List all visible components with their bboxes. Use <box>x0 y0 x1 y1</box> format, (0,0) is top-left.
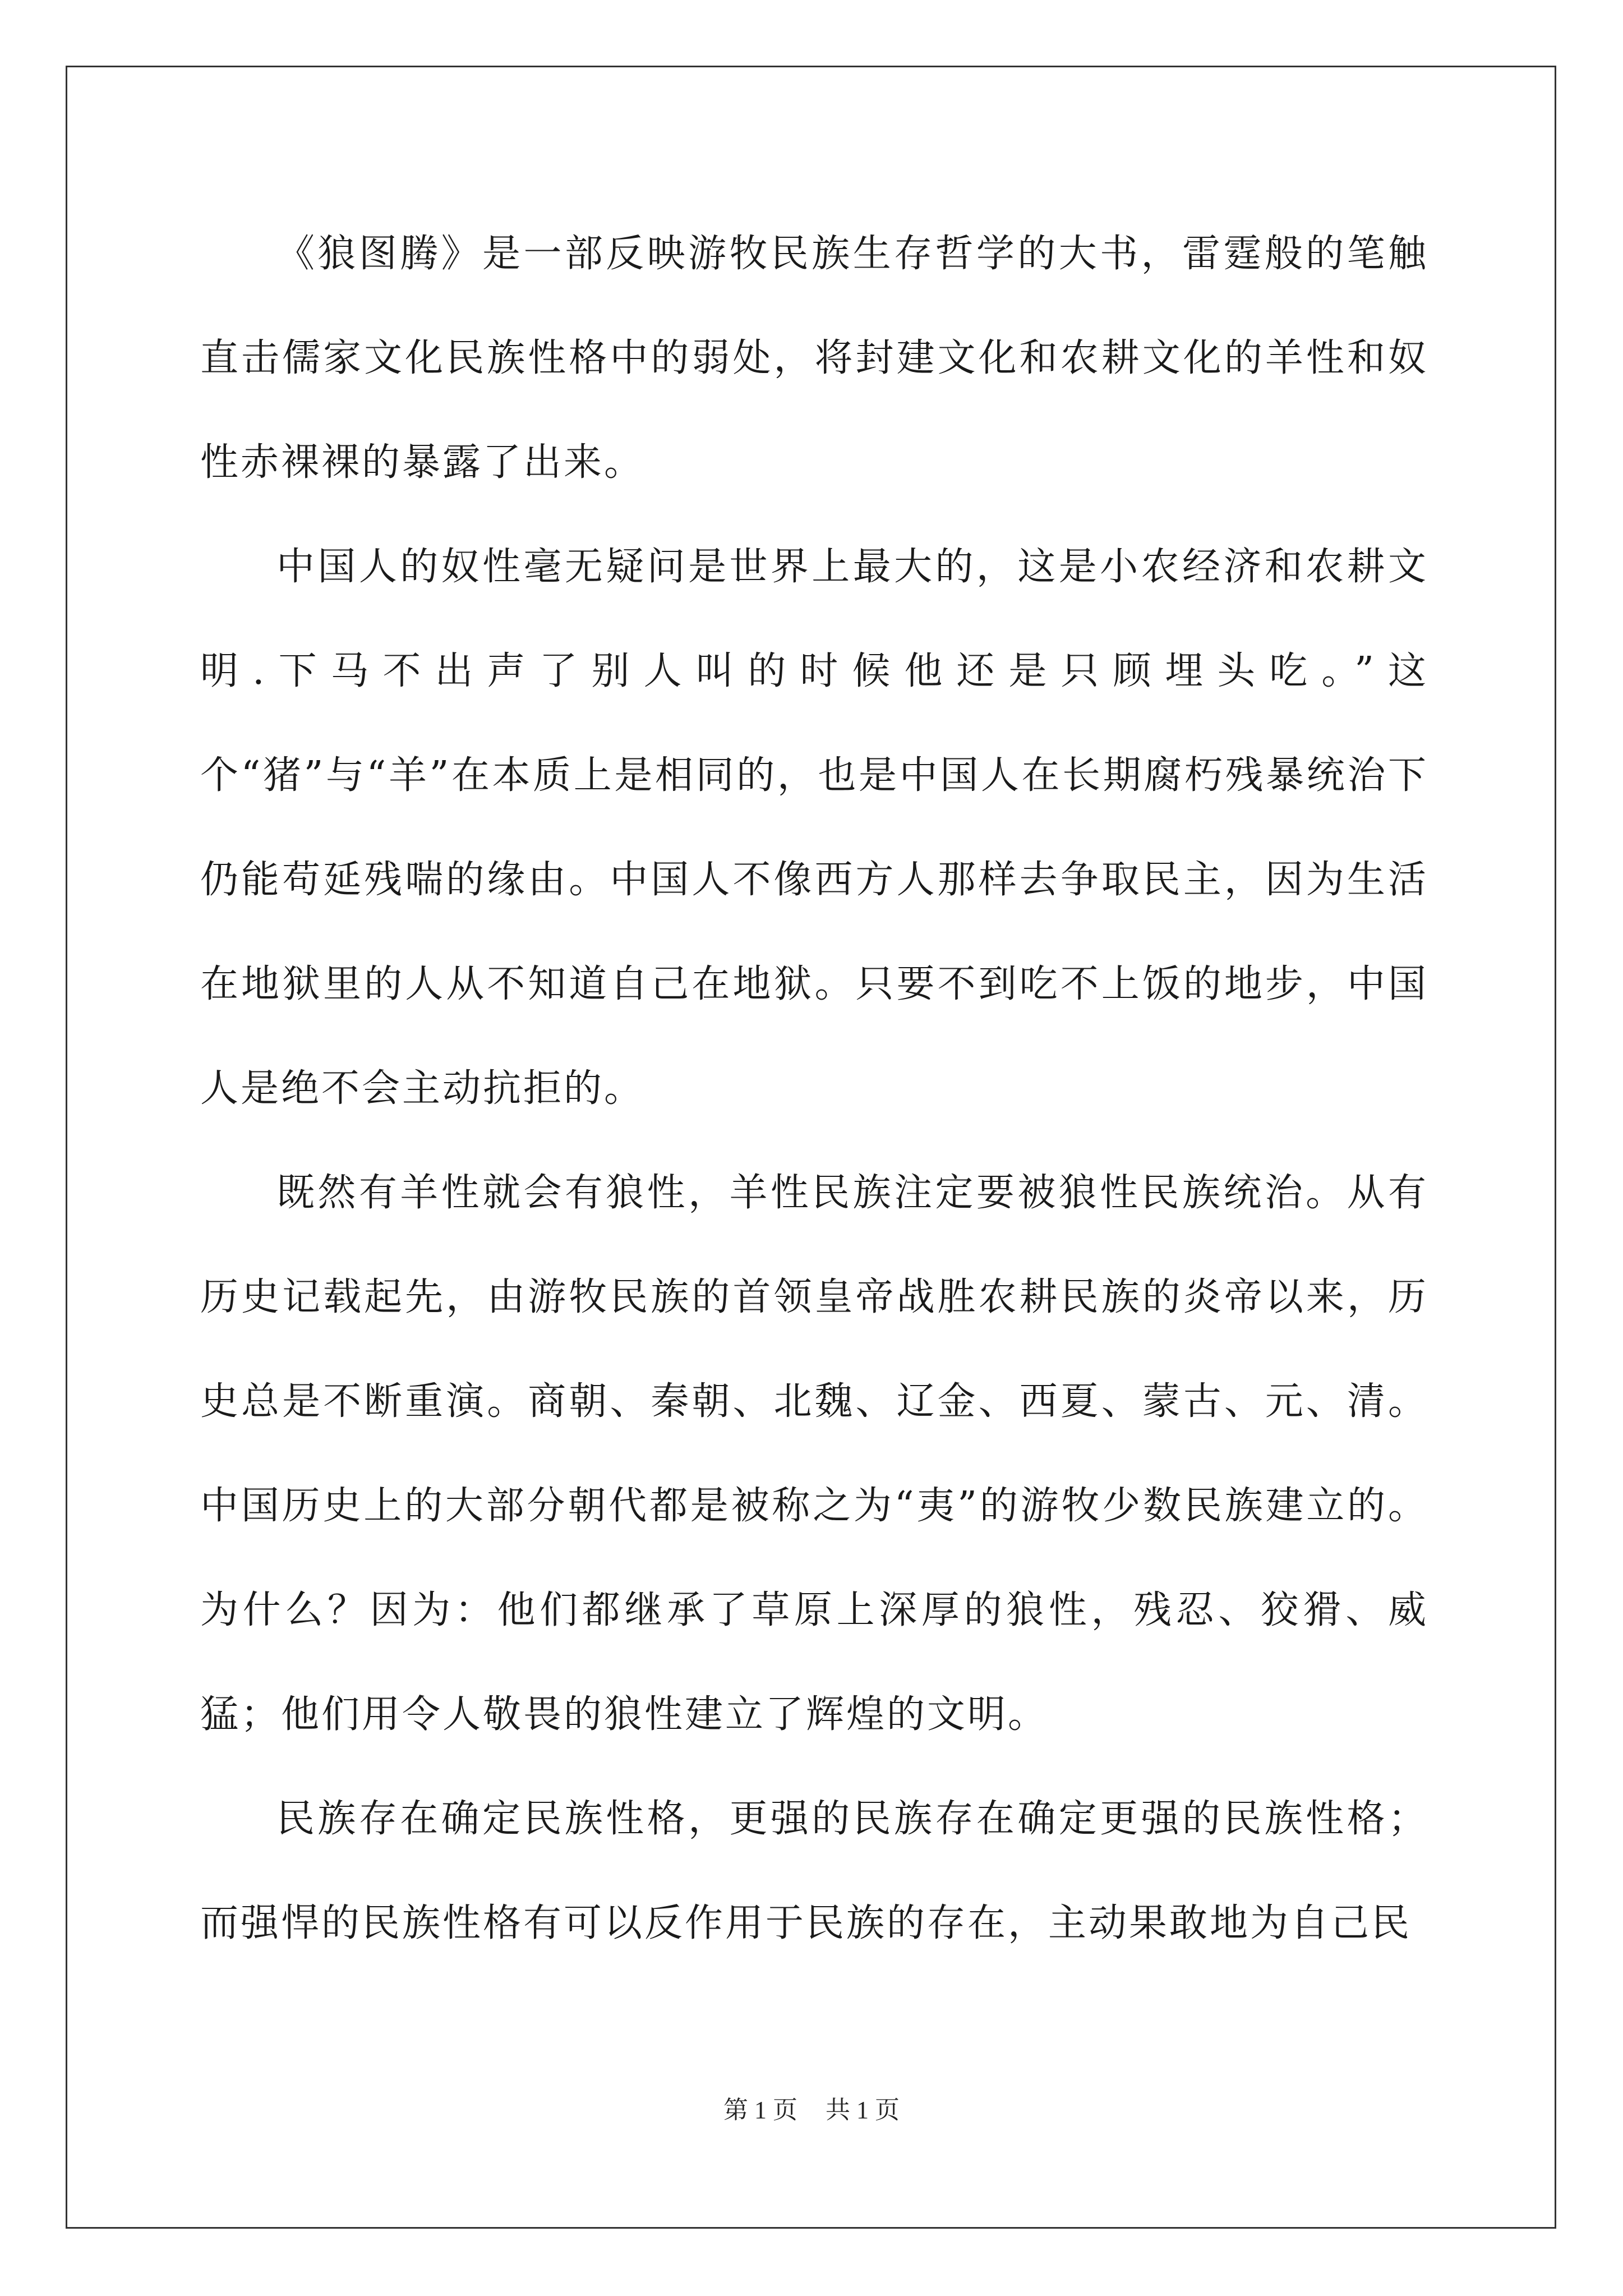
page-total: 共 1 页 <box>826 2096 900 2124</box>
document-body <box>200 202 1428 1976</box>
paragraph-3: 既然有羊性就会有狼性，羊性民族注定要被狼性民族统治。从有历史记载起先，由游牧民族的首领皇帝战胜农耕民族的炎帝以来，历史总是不断重演。商朝、秦朝、北魏、辽金、西夏、蒙古、元、清。中国历史上的大部分朝代都是被称之为“夷”的游牧少数民族建立的。为什么？因为：他们都继承了草原上深厚的狼性，残忍、狡猾、威猛；他们用令人敬畏的狼性建立了辉煌的文明。 <box>200 1171 1428 1737</box>
paragraph-4: 民族存在确定民族性格，更强的民族存在确定更强的民族性格；而强悍的民族性格有可以反作用于民族的存在，主动果敢地为自己民 <box>200 1797 1428 1945</box>
page-footer <box>0 2090 1623 2125</box>
paragraph-2: 中国人的奴性毫无疑问是世界上最大的，这是小农经济和农耕文明.下马不出声了别人叫的时候他还是只顾埋头吃。”这个“猪”与“羊”在本质上是相同的，也是中国人在长期腐朽残暴统治下仍能苟延残喘的缘由。中国人不像西方人那样去争取民主，因为生活在地狱里的人从不知道自己在地狱。只要不到吃不上饭的地步，中国人是绝不会主动抗拒的。 <box>200 545 1428 1111</box>
paragraph-1: 《狼图腾》是一部反映游牧民族生存哲学的大书，雷霆般的笔触直击儒家文化民族性格中的弱处，将封建文化和农耕文化的羊性和奴性赤裸裸的暴露了出来。 <box>200 232 1428 485</box>
page-number: 第 1 页 <box>723 2096 797 2124</box>
